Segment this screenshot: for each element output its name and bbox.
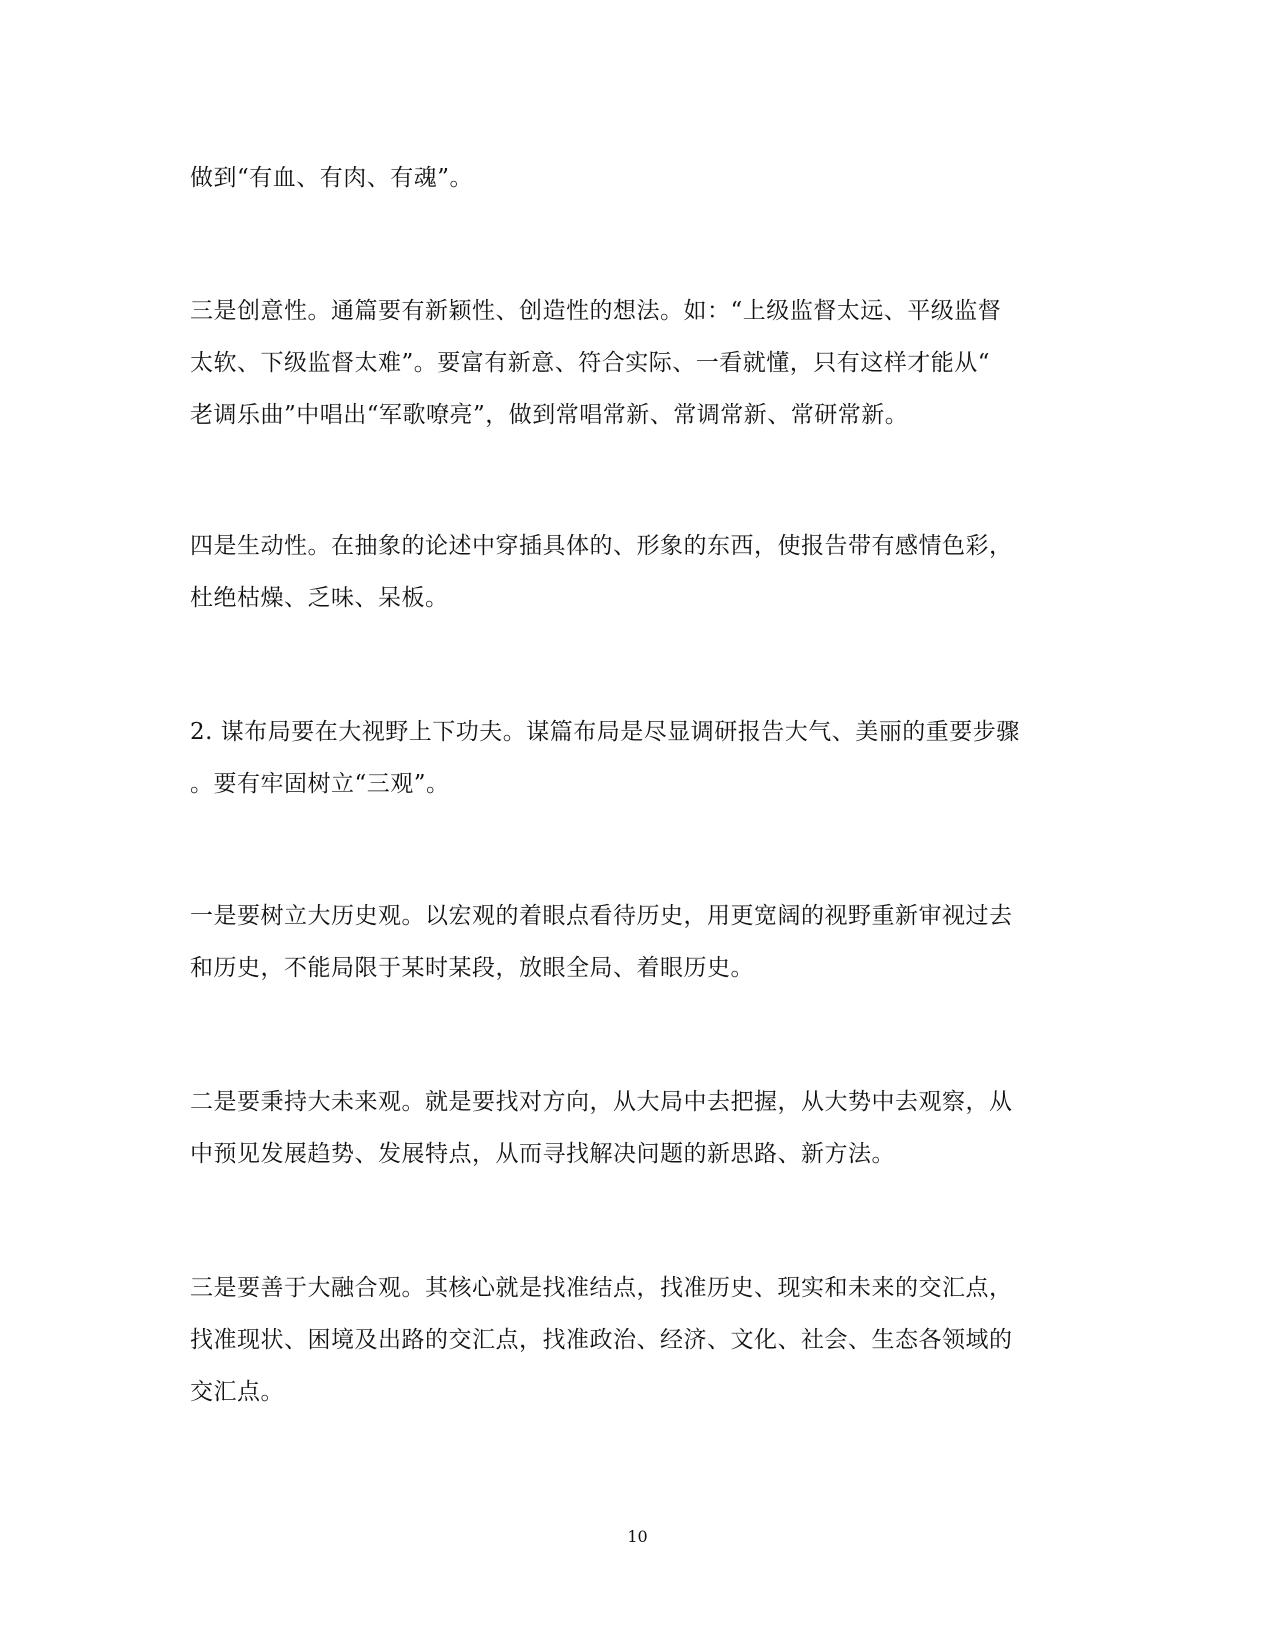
paragraph-line: 一是要树立大历史观。以宏观的着眼点看待历史，用更宽阔的视野重新审视过去 bbox=[190, 903, 1013, 929]
paragraph-3 bbox=[190, 520, 1070, 624]
paragraph-line: 2. 谋布局要在大视野上下功夫。谋篇布局是尽显调研报告大气、美丽的重要步骤 bbox=[190, 719, 1020, 745]
page-number: 10 bbox=[627, 1527, 648, 1546]
paragraph-line: 老调乐曲”中唱出“军歌嘹亮”，做到常唱常新、常调常新、常研常新。 bbox=[190, 402, 909, 428]
paragraph-line: 四是生动性。在抽象的论述中穿插具体的、形象的东西，使报告带有感情色彩， bbox=[190, 533, 1013, 559]
paragraph-line: 。要有牢固树立“三观”。 bbox=[190, 771, 450, 797]
paragraph-line: 三是要善于大融合观。其核心就是找准结点，找准历史、现实和未来的交汇点， bbox=[190, 1275, 1013, 1301]
paragraph-line: 太软、下级监督太难”。要富有新意、符合实际、一看就懂，只有这样才能从“ bbox=[190, 350, 991, 376]
paragraph-4 bbox=[190, 706, 1070, 810]
paragraph-line: 和历史，不能局限于某时某段，放眼全局、着眼历史。 bbox=[190, 955, 754, 981]
paragraph-2 bbox=[190, 285, 1070, 441]
paragraph-7 bbox=[190, 1262, 1070, 1418]
paragraph-6 bbox=[190, 1076, 1070, 1180]
paragraph-1 bbox=[190, 152, 1070, 204]
paragraph-line: 中预见发展趋势、发展特点，从而寻找解决问题的新思路、新方法。 bbox=[190, 1141, 895, 1167]
paragraph-line: 找准现状、困境及出路的交汇点，找准政治、经济、文化、社会、生态各领域的 bbox=[190, 1327, 1013, 1353]
paragraph-line: 杜绝枯燥、乏味、呆板。 bbox=[190, 585, 449, 611]
paragraph-line: 三是创意性。通篇要有新颖性、创造性的想法。如：“上级监督太远、平级监督 bbox=[190, 298, 1002, 324]
paragraph-line: 做到“有血、有肉、有魂”。 bbox=[190, 165, 474, 191]
paragraph-line: 二是要秉持大未来观。就是要找对方向，从大局中去把握，从大势中去观察，从 bbox=[190, 1089, 1013, 1115]
paragraph-line: 交汇点。 bbox=[190, 1379, 284, 1405]
paragraph-5 bbox=[190, 890, 1070, 994]
